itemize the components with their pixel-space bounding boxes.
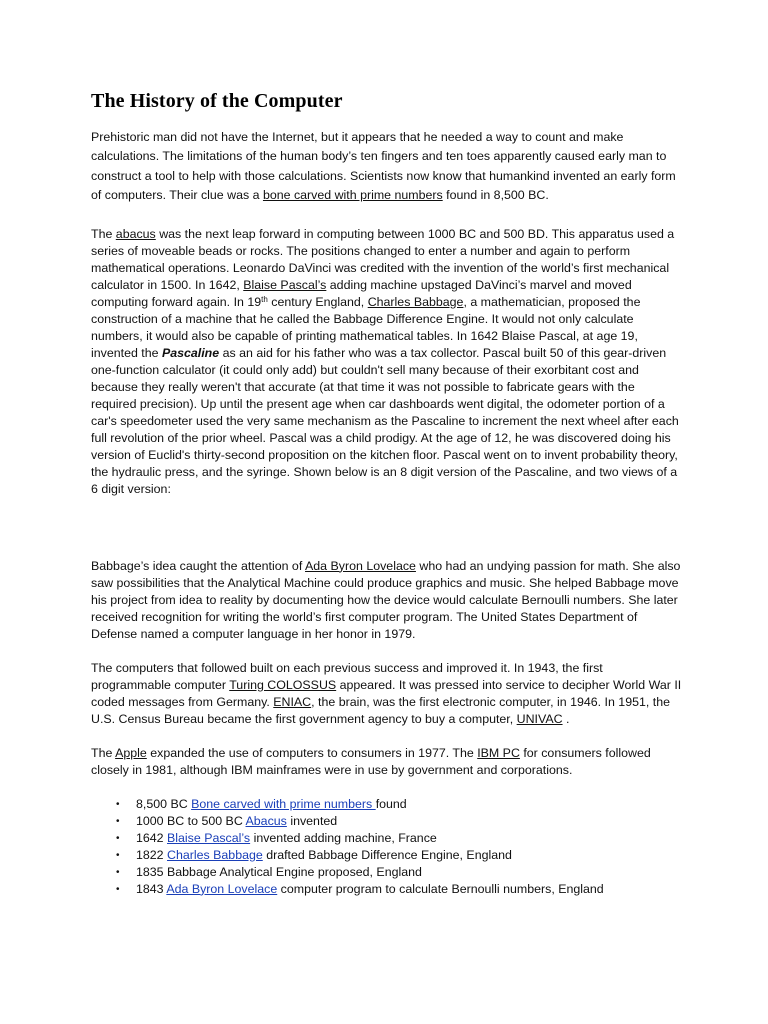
timeline-item (91, 830, 683, 847)
timeline-item-text: invented (286, 813, 338, 828)
timeline-item-text: 8,500 BC (136, 796, 192, 811)
timeline-abacus-link[interactable]: Abacus (245, 813, 287, 828)
ada-paragraph (91, 558, 683, 643)
univac-link[interactable]: UNIVAC (516, 711, 563, 726)
apple-text-3: for consumers followed closely in 1981, although IBM mainframes were in use by government and corporations. (91, 745, 651, 777)
timeline-item-text: computer program to calculate Bernoulli numbers, England (277, 881, 604, 896)
abacus-link[interactable]: abacus (115, 226, 156, 241)
timeline-item-text: 1822 (136, 847, 168, 862)
computers-text-4: . (562, 711, 570, 726)
abacus-paragraph (91, 226, 683, 498)
timeline-item (91, 864, 683, 881)
document-page (91, 90, 683, 898)
page-title: The History of the Computer (91, 90, 343, 112)
bullet-icon: • (116, 883, 120, 895)
timeline-item-text: 1843 (136, 881, 167, 896)
apple-text-1: The (91, 745, 116, 760)
abacus-text-6: as an aid for his father who was a tax collector. Pascal built 50 of this gear-driven one-function calculator (it could only add) but couldn't sell many because of their exorbitant cost and because they really weren't that accurate (at that time it was not possible to fabricate gears with the required precision). Up until the present age when car dashboards went digital, the odometer portion of a car's speedometer used the very same mechanism as the Pascaline to increment the next wheel after each full revolution of the prior wheel. Pascal was a child prodigy. At the age of 12, he was discovered doing his version of Euclid's thirty-second proposition on the kitchen floor. Pascal went on to invent probability theory, the hydraulic press, and the syringe. Shown below is an 8 digit version of the Pascaline, and two views of a 6 digit version: (91, 345, 679, 496)
apple-link[interactable]: Apple (115, 745, 147, 760)
bullet-icon: • (116, 849, 120, 861)
timeline-item (91, 796, 683, 813)
timeline-item-text: invented adding machine, France (250, 830, 437, 845)
ada-text-2: who had an undying passion for math. She also saw possibilities that the Analytical Machine could produce graphics and music. She helped Babbage move his project from idea to reality by documenting how the device would calculate Bernoulli numbers. She later received recognition for writing the world’s first computer program. The United States Department of Defense named a computer language in her honor in 1979. (91, 558, 681, 641)
timeline-item (91, 813, 683, 830)
bullet-icon: • (116, 866, 120, 878)
ibm-pc-link[interactable]: IBM PC (477, 745, 520, 760)
abacus-text-3: adding machine upstaged DaVinci’s marvel and moved computing forward again. In 19 (91, 277, 632, 309)
bullet-icon: • (116, 832, 120, 844)
turing-colossus-link[interactable]: Turing COLOSSUS (229, 677, 337, 692)
timeline-ada-link[interactable]: Ada Byron Lovelace (166, 881, 278, 896)
pascaline-term: Pascaline (161, 345, 220, 360)
timeline-item-text: drafted Babbage Difference Engine, England (262, 847, 512, 862)
abacus-text-1: The (91, 226, 116, 241)
apple-paragraph (91, 745, 683, 779)
abacus-text-2: was the next leap forward in computing between 1000 BC and 500 BD. This apparatus used a series of moveable beads or rocks. The positions changed to enter a number and again to perform mathematical operations. Leonardo DaVinci was credited with the invention of the world’s first mechanical calculator in 1500. In 1642, (91, 226, 675, 292)
timeline-item-text: 1000 BC to 500 BC (136, 813, 246, 828)
timeline-item-text: 1835 Babbage Analytical Engine proposed, England (136, 864, 422, 879)
timeline-bone-link[interactable]: Bone carved with prime numbers (191, 796, 376, 811)
timeline-babbage-link[interactable]: Charles Babbage (167, 847, 263, 862)
timeline-item-text: 1642 (136, 830, 168, 845)
abacus-text-4: century England, (267, 294, 368, 309)
computers-text-2: appeared. It was pressed into service to decipher World War II coded messages from Germany. (91, 677, 682, 709)
eniac-link[interactable]: ENIAC (273, 694, 312, 709)
timeline-pascal-link[interactable]: Blaise Pascal’s (167, 830, 251, 845)
image-placeholder-gap (91, 515, 683, 558)
timeline-item (91, 847, 683, 864)
abacus-text-5: , a mathematician, proposed the construction of a machine that he called the Babbage Difference Engine. It would not only calculate numbers, it would also be capable of printing mathematical tables. In 1642 Blaise Pascal, at age 19, invented the (91, 294, 641, 360)
ada-text-1: Babbage’s idea caught the attention of (91, 558, 306, 573)
ada-lovelace-link[interactable]: Ada Byron Lovelace (305, 558, 416, 573)
superscript-th: th (261, 294, 268, 304)
intro-text-1: Prehistoric man did not have the Internet, but it appears that he needed a way to count and make calculations. The limitations of the human body’s ten fingers and ten toes apparently caused early man to construct a tool to help with those calculations. Scientists now know that humankind invented an early form of computers. Their clue was a (91, 130, 676, 203)
bullet-icon: • (116, 815, 120, 827)
apple-text-2: expanded the use of computers to consumers in 1977. The (146, 745, 478, 760)
intro-paragraph (91, 128, 683, 206)
blaise-pascal-link[interactable]: Blaise Pascal’s (243, 277, 327, 292)
timeline-list (91, 796, 683, 898)
computers-text-3: , the brain, was the first electronic computer, in 1946. In 1951, the U.S. Census Bureau became the first government agency to buy a computer, (91, 694, 670, 726)
charles-babbage-link[interactable]: Charles Babbage (367, 294, 464, 309)
computers-text-1: The computers that followed built on each previous success and improved it. In 1943, the first programmable computer (91, 660, 603, 692)
computers-paragraph (91, 660, 683, 728)
timeline-item (91, 881, 683, 898)
timeline-item-text: found (375, 796, 407, 811)
intro-text-2: found in 8,500 BC. (442, 188, 549, 203)
bullet-icon: • (116, 798, 120, 810)
bone-carved-link[interactable]: bone carved with prime numbers (262, 188, 443, 203)
